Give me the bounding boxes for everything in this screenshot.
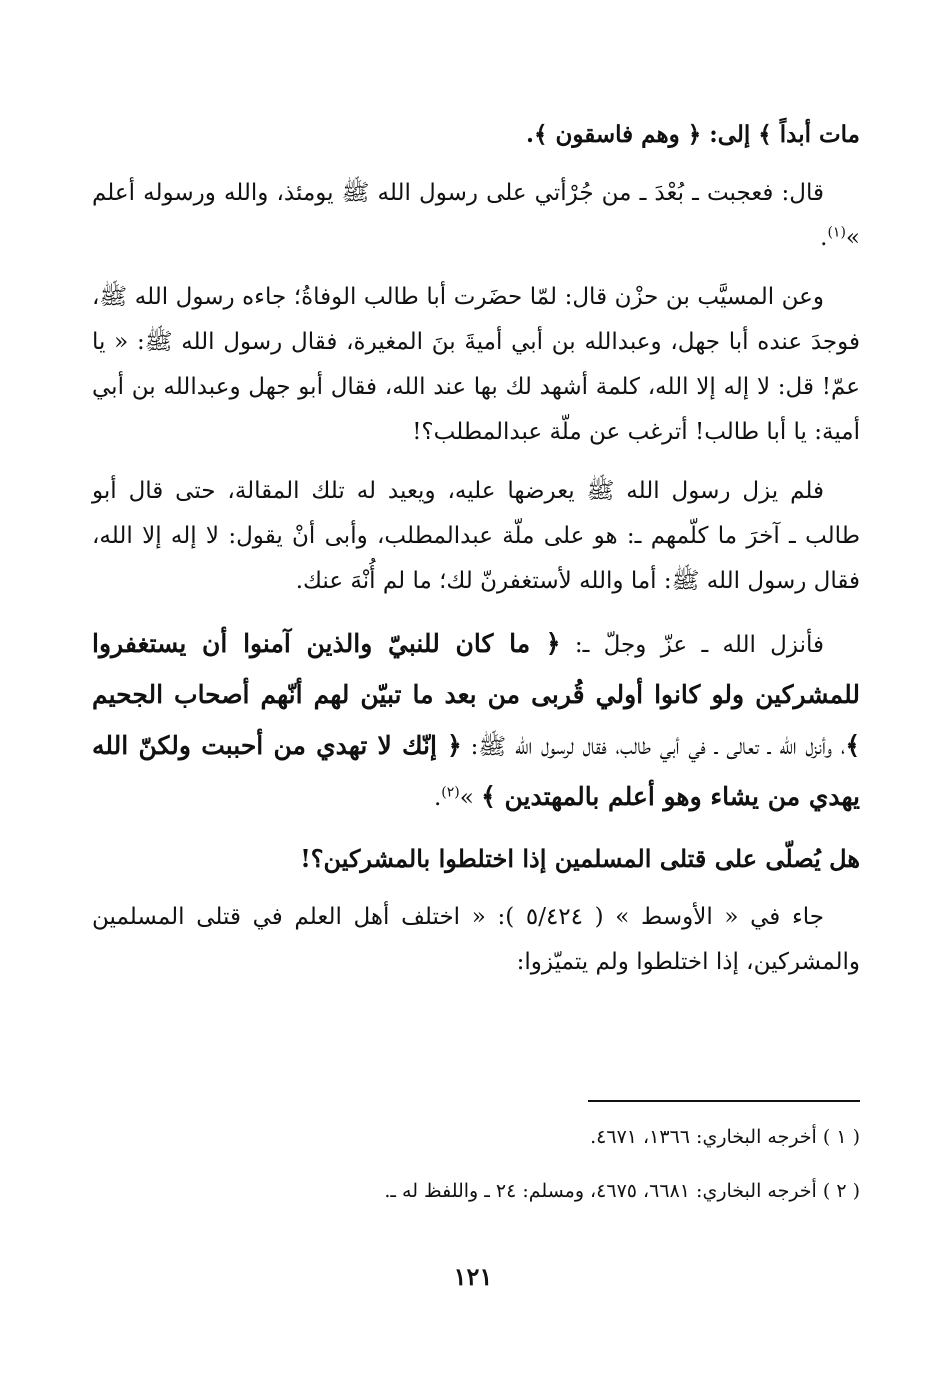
revelation-close: » [459, 785, 482, 811]
paragraph-hadith-continuation: فلم يزل رسول الله ﷺ يعرضها عليه، ويعيد له تلك المقالة، حتى قال أبو طالب ـ آخرَ ما كلّمهم ـ: هو على ملّة عبدالمطلب، وأبى أنْ يقول: لا إله إلا الله، فقال رسول الله ﷺ: أما والله لأستغفرنّ لك؛ ما لم أُنْهَ عنك. [92, 478, 860, 594]
page-number: ١٢١ [453, 1262, 493, 1291]
paragraph-hadith-musayyab: وعن المسيَّب بن حزْن قال: لمّا حضَرت أبا طالب الوفاةُ؛ جاءه رسول الله ﷺ، فوجدَ عنده أبا جهل، وعبدالله بن أبي أميةَ بنَ المغيرة، فقال رسول الله ﷺ: « يا عمّ! قل: لا إله إلا الله، كلمة أشهد لك بها عند الله، فقال أبو جهل وعبدالله بن أبي أمية: يا أبا طالب! أترغب عن ملّة عبدالمطلب؟! [92, 284, 860, 445]
narration-1-text: قال: فعجبت ـ بُعْدَ ـ من جُرْأتي على رسول الله ﷺ يومئذ، والله ورسوله أعلم » [92, 180, 860, 251]
revelation-end: . [433, 785, 442, 811]
paragraph-revelation [92, 618, 860, 822]
section-heading: هل يُصلّى على قتلى المسلمين إذا اختلطوا بالمشركين؟! [300, 844, 860, 873]
main-text [92, 112, 860, 999]
paragraph-verse-end: مات أبداً ﴾ إلى: ﴿ وهم فاسقون ﴾. [525, 121, 860, 148]
footnote-2: ( ٢ ) أخرجه البخاري: ٦٦٨١، ٤٦٧٥، ومسلم: ٢٤ ـ واللفظ له ـ. [384, 1180, 860, 1202]
paragraph-awsat-quote: جاء في « الأوسط » ( ٥/٤٢٤ ): « اختلف أهل العلم في قتلى المسلمين والمشركين، إذا اختلطوا ولم يتميّزوا: [92, 904, 860, 975]
revelation-middle: ، وأنزل الله ـ تعالى ـ في أبي طالب، فقال لرسول الله ﷺ: [461, 734, 846, 760]
footnote-ref-1: (١) [827, 224, 846, 241]
quran-verse-2: ﴿ إنّك لا تهدي من أحببت ولكنّ الله يهدي من يشاء وهو أعلم بالمهتدين ﴾ [92, 731, 860, 811]
paragraph-narration-1 [92, 171, 860, 261]
footnote-1: ( ١ ) أخرجه البخاري: ١٣٦٦، ٤٦٧١. [590, 1126, 860, 1148]
quran-verse-1: ﴿ ما كان للنبيّ والذين آمنوا أن يستغفروا للمشركين ولو كانوا أولي قُربى من بعد ما تبيّن لهم أنّهم أصحاب الجحيم ﴾ [92, 629, 860, 760]
footnotes [92, 1123, 860, 1231]
revelation-intro: فأنزل الله ـ عزّ وجلّ ـ: [560, 632, 824, 658]
footnote-separator [588, 1100, 860, 1102]
footnote-ref-2: (٢) [441, 784, 460, 801]
narration-1-end: . [820, 225, 828, 251]
